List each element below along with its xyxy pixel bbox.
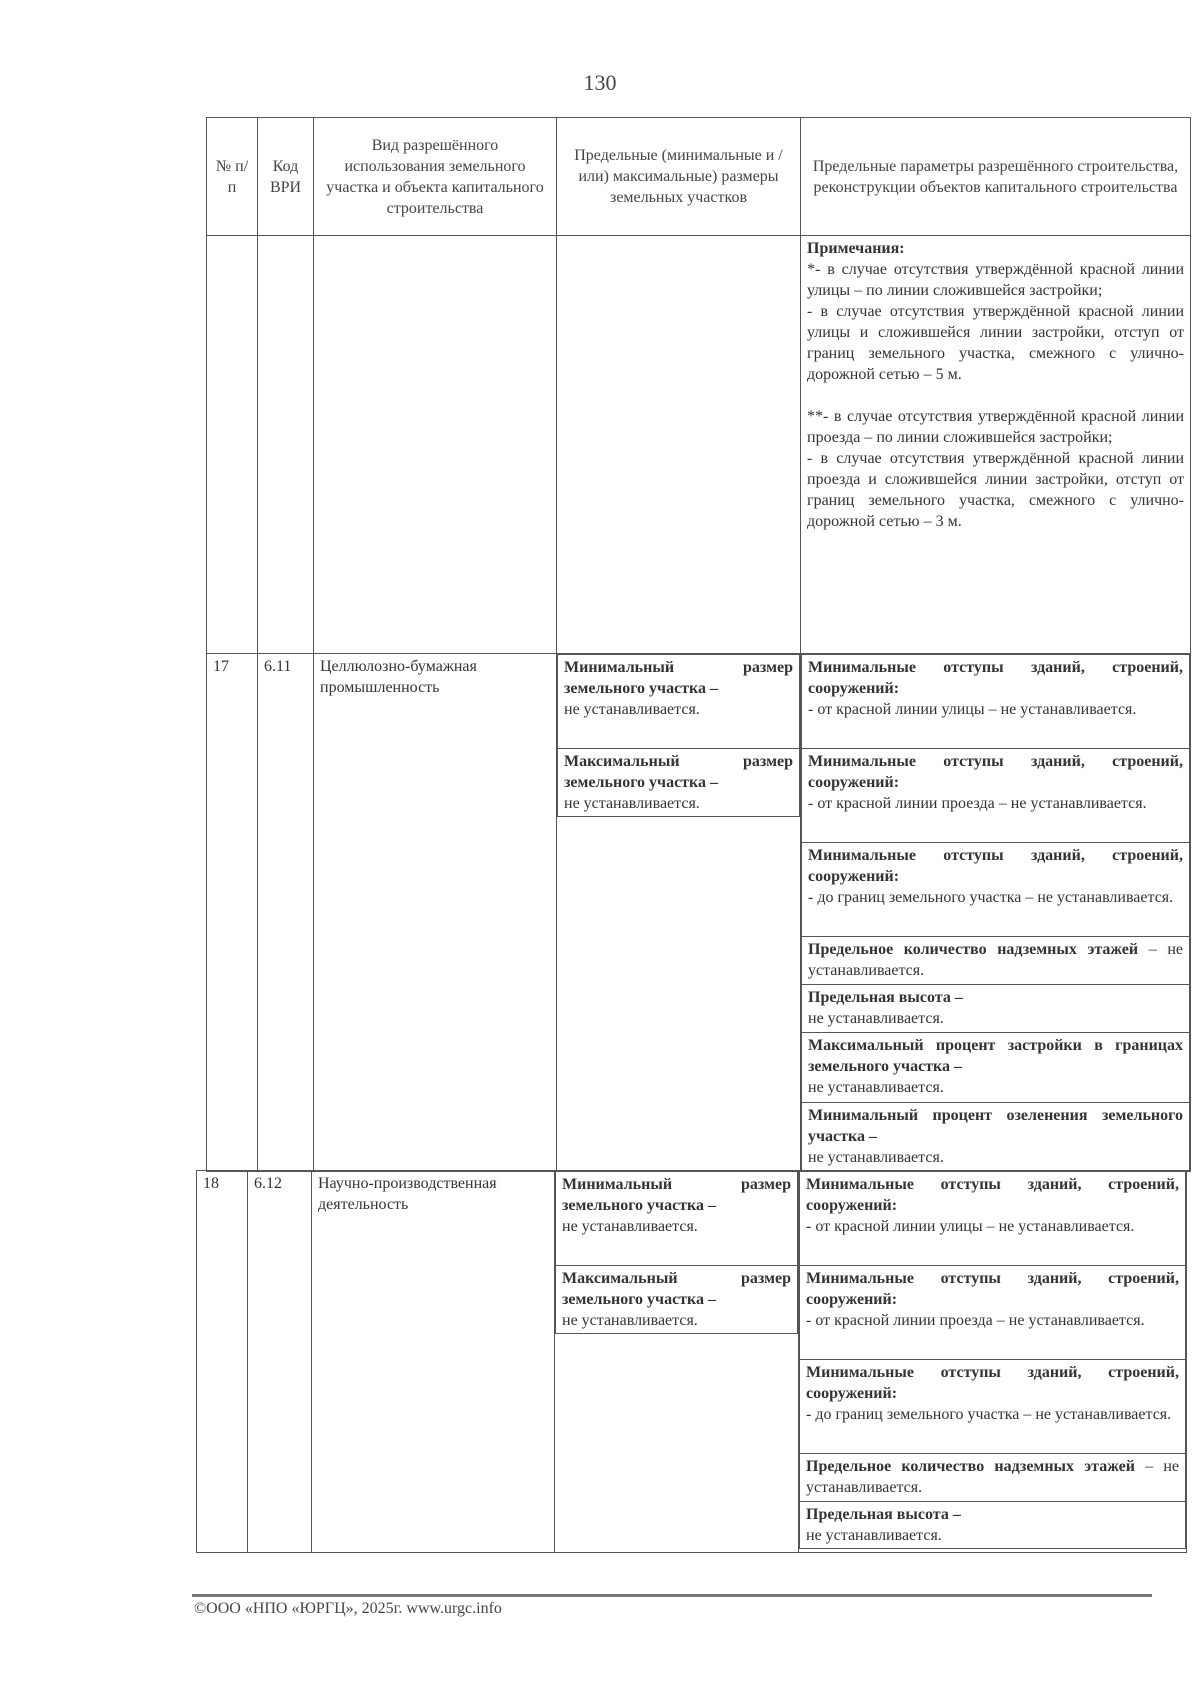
max-plot-size: Максимальный размер земельного участка – не устанавливается. [556,1266,798,1334]
note-line: - в случае отсутствия утверждённой красной линии проезда и сложившейся линии застройки, отступ от границ земельного участка, смежного с улично-дорожной сетью – 3 м. [807,450,1184,530]
build-params-cell [799,1171,1187,1553]
notes-cell [801,236,1191,654]
note-line: - в случае отсутствия утверждённой красной линии улицы и сложившейся линии застройки, отступ от границ земельного участка, смежного с улично-дорожной сетью – 5 м. [807,303,1184,383]
row-use-name: Целлюлозно-бумажная промышленность [314,654,557,1172]
min-plot-size: Минимальный размер земельного участка – не устанавливается. [556,1172,798,1266]
param-setback-driveway: Минимальные отступы зданий, строений, сооружений: - от красной линии проезда – не устанавливается. [800,1266,1186,1360]
param-setback-street: Минимальные отступы зданий, строений, сооружений: - от красной линии улицы – не устанавливается. [802,655,1190,749]
param-setback-driveway: Минимальные отступы зданий, строений, сооружений: - от красной линии проезда – не устанавливается. [802,749,1190,843]
table-row [207,654,1191,1172]
header-code: Код ВРИ [258,118,314,236]
page-number: 130 [583,70,617,95]
note-line: *- в случае отсутствия утверждённой красной линии улицы – по линии сложившейся застройки; [807,261,1184,299]
header-build-params: Предельные параметры разрешённого строительства, реконструкции объектов капитального строительства [801,118,1191,236]
notes-title: Примечания: [807,240,905,257]
param-height: Предельная высота – не устанавливается. [800,1502,1186,1549]
footer-divider [192,1594,1152,1597]
param-setback-plot: Минимальные отступы зданий, строений, сооружений: - до границ земельного участка – не устанавливается. [802,843,1190,937]
param-setback-street: Минимальные отступы зданий, строений, сооружений: - от красной линии улицы – не устанавливается. [800,1172,1186,1266]
regulations-table-bottom [196,1170,1187,1553]
param-floors: Предельное количество надземных этажей – не устанавливается. [802,937,1190,985]
row-number: 17 [207,654,258,1172]
header-use-type: Вид разрешённого использования земельного участка и объекта капитального строительства [314,118,557,236]
footer-copyright: ©ООО «НПО «ЮРГЦ», 2025г. www.urgc.info [194,1600,502,1617]
note-line: **- в случае отсутствия утверждённой красной линии проезда – по линии сложившейся застройки; [807,408,1184,446]
param-greenery: Минимальный процент озеленения земельного участка – не устанавливается. [802,1103,1190,1171]
regulations-table-top [206,117,1191,1172]
header-plot-sizes: Предельные (минимальные и /или) максимальные) размеры земельных участков [557,118,801,236]
param-floors: Предельное количество надземных этажей – не устанавливается. [800,1454,1186,1502]
row-number: 18 [197,1171,248,1553]
table-header-row [207,118,1191,236]
param-setback-plot: Минимальные отступы зданий, строений, сооружений: - до границ земельного участка – не устанавливается. [800,1360,1186,1454]
min-plot-size: Минимальный размер земельного участка – не устанавливается. [558,655,800,749]
row-code: 6.12 [248,1171,312,1553]
plot-sizes-cell [557,654,801,1172]
row-code: 6.11 [258,654,314,1172]
table-row [197,1171,1187,1553]
build-params-cell [801,654,1191,1172]
row-use-name: Научно-производственная деятельность [312,1171,555,1553]
plot-sizes-cell [555,1171,799,1553]
param-coverage: Максимальный процент застройки в границах земельного участка – не устанавливается. [802,1033,1190,1103]
max-plot-size: Максимальный размер земельного участка – не устанавливается. [558,749,800,817]
param-height: Предельная высота – не устанавливается. [802,985,1190,1033]
notes-row [207,236,1191,654]
header-number: № п/п [207,118,258,236]
